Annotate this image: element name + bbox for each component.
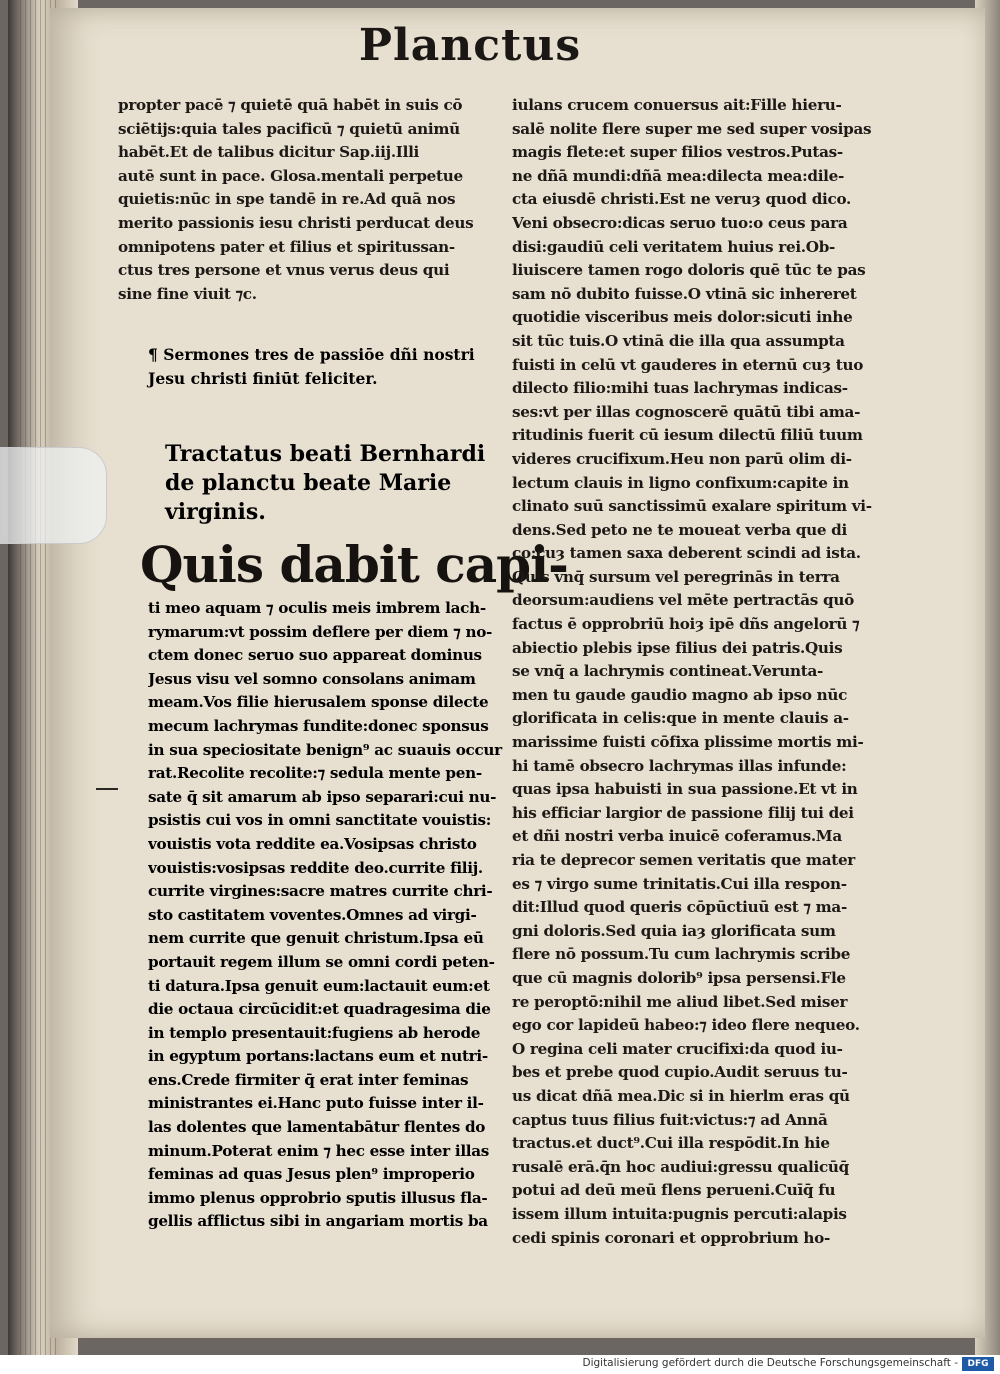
text-line: videres crucifixum.Heu non parū olim di- — [512, 449, 852, 468]
text-line: vouistis vota reddite ea.Vosipsas christo — [148, 834, 477, 853]
text-line: sit tūc tuis.O vtinā die illa qua assumpta — [512, 331, 845, 350]
text-line: ses:vt per illas cognoscerē quātū tibi ama- — [512, 402, 861, 421]
text-line: dit:Illud quod queris cōpūctiuū est ⁊ ma- — [512, 898, 847, 917]
text-line: marissime fuisti cōfixa plissime mortis mi- — [512, 733, 864, 752]
footer — [0, 1355, 1000, 1374]
text-line: Veni obsecro:dicas seruo tuo:o ceus para — [512, 213, 848, 232]
text-line: ti meo aquam ⁊ oculis meis imbrem lach- — [148, 599, 486, 617]
text-line: las dolentes que lamentabātur flentes do — [148, 1118, 486, 1137]
text-line: nem currite que genuit christum.Ipsa eū — [148, 929, 484, 948]
text-line: rat.Recolite recolite:⁊ sedula mente pen- — [148, 764, 482, 783]
left-column-top-text — [118, 94, 498, 306]
text-line: dens.Sed peto ne te moueat verba que di — [512, 520, 847, 539]
text-line: rusalē erā.q̄n hoc audiui:gressu qualicūq̄ — [512, 1157, 849, 1176]
colophon — [148, 343, 508, 391]
text-line: merito passionis iesu christi perducat deus — [118, 213, 474, 232]
text-line: immo plenus opprobrio sputis illusus fla- — [148, 1188, 488, 1207]
incipit: Quis dabit capi- — [140, 535, 568, 594]
text-line: dilecto filio:mihi tuas lachrymas indicas- — [512, 379, 848, 398]
text-line: tractus.et duct⁹.Cui illa respōdit.In hie — [512, 1134, 830, 1153]
text-line: sam nō dubito fuisse.O vtinā sic inhereret — [512, 284, 857, 303]
text-line: minum.Poterat enim ⁊ hec esse inter illas — [148, 1141, 490, 1160]
colophon-line: Jesu christi finiūt feliciter. — [148, 369, 378, 388]
text-line: quotidie visceribus meis dolor:sicuti inhe — [512, 308, 853, 327]
text-line: psistis cui vos in omni sanctitate vouistis: — [148, 811, 491, 830]
title-line: virginis. — [165, 499, 266, 525]
text-line: liuiscere tamen rogo doloris quē tūc te pas — [512, 261, 866, 280]
text-line: ens.Crede firmiter q̄ erat inter feminas — [148, 1070, 469, 1089]
title-line: Tractatus beati Bernhardi — [165, 441, 486, 467]
text-line: portauit regem illum se omni cordi peten- — [148, 952, 495, 971]
text-line: vouistis:vosipsas reddite deo.currite filij. — [148, 858, 483, 877]
bookmark-tab — [0, 447, 107, 544]
title-line: de planctu beate Marie — [165, 470, 452, 496]
text-line: ministrantes ei.Hanc puto fuisse inter il- — [148, 1094, 484, 1113]
running-title: Planctus — [358, 20, 582, 71]
text-line: currite virgines:sacre matres currite chri- — [148, 882, 493, 901]
text-line: gni doloris.Sed quia iaȝ glorificata sum — [512, 921, 836, 940]
text-line: Jesus visu vel somno consolans animam — [148, 669, 476, 688]
text-line: propter pacē ⁊ quietē quā habēt in suis cō — [118, 96, 463, 114]
text-line: re peroptō:nihil me aliud libet.Sed miser — [512, 992, 848, 1011]
text-line: in templo presentauit:fugiens ab herode — [148, 1023, 481, 1042]
text-line: ego cor lapideū habeo:⁊ ideo flere nequeo. — [512, 1016, 860, 1035]
text-line: flere nō possum.Tu cum lachrymis scribe — [512, 945, 851, 964]
text-line: magis flete:et super filios vestros.Putas- — [512, 143, 843, 162]
text-line: us dicat dñā mea.Dic si in hierlm eras qū — [512, 1086, 850, 1105]
text-line: die octaua circūcidit:et quadragesima die — [148, 1000, 491, 1019]
text-line: quietis:nūc in spe tandē in re.Ad quā nos — [118, 190, 456, 209]
text-line: issem illum intuita:pugnis percuti:alapis — [512, 1204, 847, 1223]
text-line: O regina celi mater crucifixi:da quod iu- — [512, 1039, 843, 1058]
text-line: gellis afflictus sibi in angariam mortis ba — [148, 1212, 488, 1231]
text-line: ne dñā mundi:dñā mea:dilecta mea:dile- — [512, 166, 845, 185]
text-line: disi:gaudiū celi veritatem huius rei.Ob- — [512, 237, 836, 256]
text-line: autē sunt in pace. Glosa.mentali perpetue — [118, 166, 463, 185]
text-line: et dñi nostri verba inuicē coferamus.Ma — [512, 827, 842, 846]
text-line: Quis vnq̄ sursum vel peregrinās in terra — [512, 567, 840, 586]
text-line: lectum clauis in ligno confixum:capite in — [512, 473, 849, 492]
text-line: quas ipsa habuisti in sua passione.Et vt in — [512, 780, 858, 799]
text-line: ti datura.Ipsa genuit eum:lactauit eum:et — [148, 976, 490, 995]
text-line: cedi spinis coronari et opprobrium ho- — [512, 1228, 830, 1247]
treatise-title — [165, 440, 485, 527]
text-line: meam.Vos filie hierusalem sponse dilecte — [148, 693, 489, 712]
text-line: co:cuȝ tamen saxa deberent scindi ad ista. — [512, 544, 861, 563]
text-line: deorsum:audiens vel mēte pertractās quō — [512, 591, 854, 610]
text-line: in sua speciositate benign⁹ ac suauis occur — [148, 740, 502, 759]
text-line: clinato suū sanctissimū exalare spiritum vi- — [512, 497, 872, 516]
text-line: potui ad deū meū flens perueni.Cuīq̄ fu — [512, 1181, 836, 1200]
text-line: his efficiar largior de passione filij tui dei — [512, 803, 854, 822]
text-line: abiectio plebis ipse filius dei patris.Quis — [512, 638, 843, 657]
dfg-logo: DFG — [962, 1357, 994, 1371]
text-line: omnipotens pater et filius et spiritussan- — [118, 237, 455, 256]
text-line: salē nolite flere super me sed super vosipas — [512, 119, 872, 138]
text-line: mecum lachrymas fundite:donec sponsus — [148, 716, 489, 735]
text-line: sto castitatem voventes.Omnes ad virgi- — [148, 905, 477, 924]
text-line: cta eiusdē christi.Est ne veruȝ quod dico. — [512, 190, 852, 209]
text-line: ria te deprecor semen veritatis que mater — [512, 851, 856, 869]
text-line: bes et prebe quod cupio.Audit seruus tu- — [512, 1063, 848, 1082]
text-line: captus tuus filius fuit:victus:⁊ ad Annā — [512, 1110, 828, 1129]
text-line: factus ē opprobriū hoiȝ ipē dñs angelorū ⁊ — [512, 615, 860, 634]
text-line: in egyptum portans:lactans eum et nutri- — [148, 1047, 488, 1066]
text-line: sciētijs:quia tales pacificū ⁊ quietū animū — [118, 119, 460, 138]
left-column-body-text — [148, 597, 508, 1234]
margin-mark — [96, 788, 118, 790]
footer-credit: Digitalisierung gefördert durch die Deutsche Forschungsgemeinschaft - — [582, 1357, 958, 1369]
text-line: se vnq̄ a lachrymis contineat.Verunta- — [512, 662, 824, 681]
text-line: rymarum:vt possim deflere per diem ⁊ no- — [148, 622, 493, 641]
text-line: sate q̄ sit amarum ab ipso separari:cui nu- — [148, 787, 497, 806]
text-line: ctus tres persone et vnus verus deus qui — [118, 261, 450, 280]
text-line: habēt.Et de talibus dicitur Sap.iij.Illi — [118, 143, 420, 162]
text-line: iulans crucem conuersus ait:Fille hieru- — [512, 96, 842, 114]
text-line: sine fine viuit ⁊c. — [118, 284, 257, 303]
right-column-text — [512, 94, 887, 1250]
text-line: men tu gaude gaudio magno ab ipso nūc — [512, 685, 848, 704]
text-line: que cū magnis dolorib⁹ ipsa persensi.Fle — [512, 968, 846, 987]
colophon-line: ¶ Sermones tres de passiōe dñi nostri — [148, 345, 475, 364]
text-line: es ⁊ virgo sume trinitatis.Cui illa respon- — [512, 874, 847, 893]
text-line: glorificata in celis:que in mente clauis a- — [512, 709, 849, 728]
text-line: hi tamē obsecro lachrymas illas infunde: — [512, 756, 847, 775]
text-line: fuisti in celū vt gauderes in eternū cuȝ tuo — [512, 355, 864, 374]
text-line: ctem donec seruo suo appareat dominus — [148, 646, 482, 665]
text-line: ritudinis fuerit cū iesum dilectū filiū tuum — [512, 426, 863, 445]
text-line: feminas ad quas Jesus plen⁹ improperio — [148, 1165, 475, 1184]
